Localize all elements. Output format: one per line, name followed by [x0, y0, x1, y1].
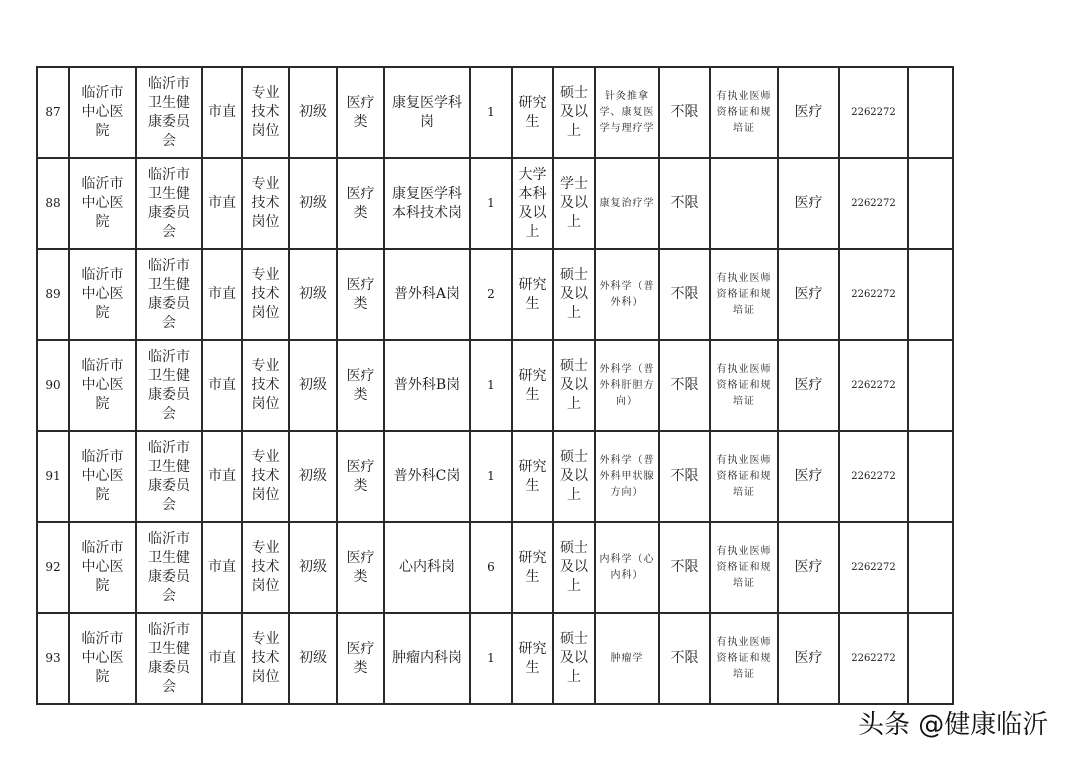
cell-degree: [553, 431, 595, 522]
cell-age: 不限: [659, 522, 710, 613]
cell-post-type: [337, 158, 384, 249]
cell-exam-type: 医疗: [778, 158, 839, 249]
cell-unit: [69, 522, 136, 613]
cell-count: 1: [470, 431, 512, 522]
cell-level: 市直: [202, 249, 242, 340]
cell-major: 针灸推拿学、康复医学与理疗学: [595, 67, 659, 158]
cell-exam-type: 医疗: [778, 431, 839, 522]
cell-post-type-text: 医疗类: [346, 640, 375, 676]
job-table-container: [36, 66, 954, 705]
cell-serial: 87: [37, 67, 69, 158]
table-row: [37, 431, 953, 522]
cell-post-name: 心内科岗: [384, 522, 470, 613]
cell-note: [908, 613, 953, 704]
cell-phone: 2262272: [839, 340, 908, 431]
cell-post-name: 普外科C岗: [384, 431, 470, 522]
cell-serial: 91: [37, 431, 69, 522]
cell-major: 外科学（普外科肝胆方向）: [595, 340, 659, 431]
cell-exam-type: 医疗: [778, 522, 839, 613]
cell-post-type-text: 医疗类: [346, 185, 375, 221]
cell-education-text: 研究生: [518, 276, 547, 312]
table-row: [37, 249, 953, 340]
cell-other-requirements: 有执业医师资格证和规培证: [710, 522, 778, 613]
cell-post-category: [242, 431, 289, 522]
cell-education-text: 研究生: [518, 367, 547, 403]
cell-education: [512, 67, 553, 158]
cell-post-grade: 初级: [289, 158, 337, 249]
cell-major: 肿瘤学: [595, 613, 659, 704]
cell-phone: 2262272: [839, 522, 908, 613]
cell-major: 内科学（心内科）: [595, 522, 659, 613]
cell-age: 不限: [659, 613, 710, 704]
cell-phone: 2262272: [839, 613, 908, 704]
job-table: [36, 66, 954, 705]
table-row: [37, 158, 953, 249]
cell-age: 不限: [659, 158, 710, 249]
cell-other-requirements: 有执业医师资格证和规培证: [710, 67, 778, 158]
cell-serial: 90: [37, 340, 69, 431]
cell-degree: [553, 613, 595, 704]
cell-count: 1: [470, 158, 512, 249]
table-row: [37, 522, 953, 613]
cell-post-category-text: 专业技术岗位: [251, 85, 280, 139]
cell-phone: 2262272: [839, 249, 908, 340]
cell-post-category-text: 专业技术岗位: [251, 540, 280, 594]
cell-level: 市直: [202, 67, 242, 158]
table-body: [37, 67, 953, 704]
cell-exam-type: 医疗: [778, 249, 839, 340]
cell-degree-text: 硕士及以上: [560, 267, 588, 321]
cell-other-requirements: 有执业医师资格证和规培证: [710, 431, 778, 522]
cell-note: [908, 249, 953, 340]
cell-post-category: [242, 67, 289, 158]
cell-count: 6: [470, 522, 512, 613]
cell-degree-text: 硕士及以上: [560, 358, 588, 412]
cell-degree-text: 硕士及以上: [560, 540, 588, 594]
cell-level: 市直: [202, 431, 242, 522]
cell-education: [512, 158, 553, 249]
cell-count: 2: [470, 249, 512, 340]
cell-phone: 2262272: [839, 67, 908, 158]
cell-degree-text: 硕士及以上: [560, 631, 588, 685]
cell-post-category: [242, 613, 289, 704]
cell-age: 不限: [659, 67, 710, 158]
cell-count: 1: [470, 67, 512, 158]
cell-post-type-text: 医疗类: [346, 458, 375, 494]
cell-degree-text: 硕士及以上: [560, 85, 588, 139]
cell-age: 不限: [659, 340, 710, 431]
cell-count: 1: [470, 613, 512, 704]
cell-post-type: [337, 249, 384, 340]
table-row: [37, 340, 953, 431]
cell-department-text: 临沂市卫生健康委员会: [148, 439, 190, 513]
cell-unit-text: 临沂市中心医院: [81, 267, 124, 321]
cell-post-category: [242, 340, 289, 431]
cell-note: [908, 340, 953, 431]
cell-unit: [69, 158, 136, 249]
cell-department-text: 临沂市卫生健康委员会: [148, 530, 190, 604]
cell-post-type-text: 医疗类: [346, 276, 375, 312]
cell-education-text: 研究生: [518, 640, 547, 676]
cell-count: 1: [470, 340, 512, 431]
cell-post-type-text: 医疗类: [346, 367, 375, 403]
cell-post-category-text: 专业技术岗位: [251, 631, 280, 685]
cell-department: [136, 613, 202, 704]
cell-post-category: [242, 522, 289, 613]
cell-post-category: [242, 158, 289, 249]
cell-post-category-text: 专业技术岗位: [251, 449, 280, 503]
cell-note: [908, 522, 953, 613]
cell-education-text: 研究生: [518, 94, 547, 130]
cell-post-name: 普外科B岗: [384, 340, 470, 431]
cell-post-type-text: 医疗类: [346, 549, 375, 585]
cell-unit-text: 临沂市中心医院: [81, 358, 124, 412]
table-row: [37, 613, 953, 704]
cell-post-category: [242, 249, 289, 340]
cell-note: [908, 67, 953, 158]
cell-phone: 2262272: [839, 158, 908, 249]
cell-degree: [553, 340, 595, 431]
cell-department-text: 临沂市卫生健康委员会: [148, 348, 190, 422]
cell-post-grade: 初级: [289, 522, 337, 613]
cell-department: [136, 340, 202, 431]
cell-post-grade: 初级: [289, 613, 337, 704]
cell-other-requirements: 有执业医师资格证和规培证: [710, 613, 778, 704]
cell-education: [512, 340, 553, 431]
cell-post-name: 肿瘤内科岗: [384, 613, 470, 704]
cell-note: [908, 158, 953, 249]
cell-post-type: [337, 67, 384, 158]
cell-degree: [553, 67, 595, 158]
cell-department: [136, 158, 202, 249]
cell-post-name: 康复医学科岗: [384, 67, 470, 158]
cell-major: 康复治疗学: [595, 158, 659, 249]
cell-degree-text: 学士及以上: [560, 176, 588, 230]
cell-department: [136, 249, 202, 340]
cell-post-type: [337, 431, 384, 522]
cell-unit: [69, 249, 136, 340]
cell-other-requirements: 有执业医师资格证和规培证: [710, 249, 778, 340]
cell-serial: 89: [37, 249, 69, 340]
cell-unit: [69, 613, 136, 704]
cell-degree-text: 硕士及以上: [560, 449, 588, 503]
cell-unit: [69, 340, 136, 431]
cell-age: 不限: [659, 249, 710, 340]
cell-level: 市直: [202, 613, 242, 704]
cell-unit-text: 临沂市中心医院: [81, 85, 124, 139]
cell-post-grade: 初级: [289, 67, 337, 158]
cell-department: [136, 67, 202, 158]
cell-unit-text: 临沂市中心医院: [81, 449, 124, 503]
cell-department-text: 临沂市卫生健康委员会: [148, 257, 190, 331]
cell-other-requirements: [710, 158, 778, 249]
cell-other-requirements: 有执业医师资格证和规培证: [710, 340, 778, 431]
cell-post-type: [337, 340, 384, 431]
cell-degree: [553, 249, 595, 340]
cell-unit: [69, 67, 136, 158]
cell-education: [512, 522, 553, 613]
cell-unit-text: 临沂市中心医院: [81, 176, 124, 230]
cell-department: [136, 431, 202, 522]
table-row: [37, 67, 953, 158]
cell-degree: [553, 522, 595, 613]
cell-exam-type: 医疗: [778, 67, 839, 158]
cell-note: [908, 431, 953, 522]
cell-age: 不限: [659, 431, 710, 522]
cell-major: 外科学（普外科甲状腺方向）: [595, 431, 659, 522]
cell-education-text: 研究生: [518, 458, 547, 494]
cell-post-category-text: 专业技术岗位: [251, 267, 280, 321]
cell-serial: 88: [37, 158, 69, 249]
cell-level: 市直: [202, 340, 242, 431]
cell-post-name: 康复医学科本科技术岗: [384, 158, 470, 249]
cell-post-type-text: 医疗类: [346, 94, 375, 130]
cell-serial: 93: [37, 613, 69, 704]
cell-post-grade: 初级: [289, 249, 337, 340]
cell-unit-text: 临沂市中心医院: [81, 631, 124, 685]
cell-unit: [69, 431, 136, 522]
cell-level: 市直: [202, 158, 242, 249]
cell-phone: 2262272: [839, 431, 908, 522]
cell-education-text: 大学本科及以上: [518, 166, 547, 240]
cell-post-type: [337, 522, 384, 613]
cell-education: [512, 431, 553, 522]
cell-department-text: 临沂市卫生健康委员会: [148, 621, 190, 695]
cell-major: 外科学（普外科）: [595, 249, 659, 340]
cell-post-category-text: 专业技术岗位: [251, 176, 280, 230]
cell-education: [512, 249, 553, 340]
cell-level: 市直: [202, 522, 242, 613]
cell-department-text: 临沂市卫生健康委员会: [148, 166, 190, 240]
cell-exam-type: 医疗: [778, 613, 839, 704]
cell-exam-type: 医疗: [778, 340, 839, 431]
cell-department-text: 临沂市卫生健康委员会: [148, 75, 190, 149]
cell-post-grade: 初级: [289, 431, 337, 522]
cell-education: [512, 613, 553, 704]
cell-post-name: 普外科A岗: [384, 249, 470, 340]
watermark: 头条 @健康临沂: [858, 710, 1049, 740]
cell-post-category-text: 专业技术岗位: [251, 358, 280, 412]
cell-serial: 92: [37, 522, 69, 613]
cell-post-grade: 初级: [289, 340, 337, 431]
cell-post-type: [337, 613, 384, 704]
cell-education-text: 研究生: [518, 549, 547, 585]
cell-department: [136, 522, 202, 613]
cell-unit-text: 临沂市中心医院: [81, 540, 124, 594]
cell-degree: [553, 158, 595, 249]
